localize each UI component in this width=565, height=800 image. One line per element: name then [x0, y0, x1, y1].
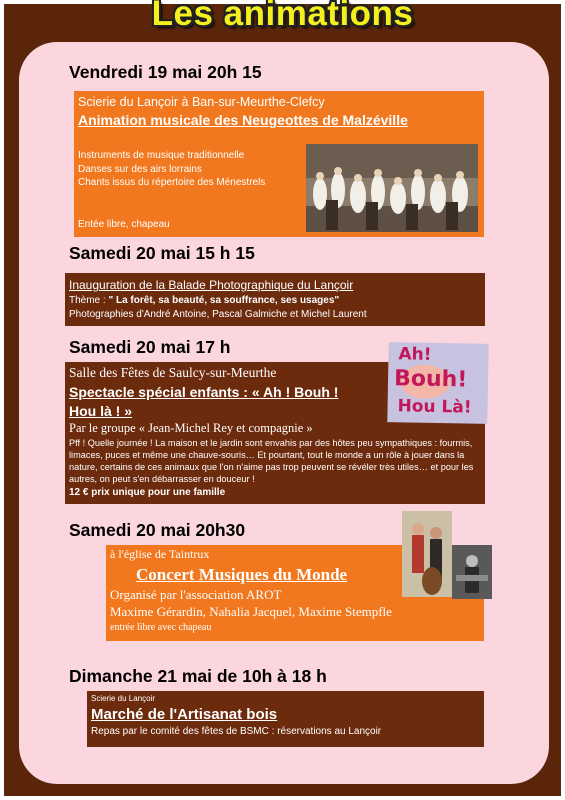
event-3-title-line2[interactable]: Hou là ! »	[69, 403, 133, 419]
event-1-line: Chants issus du répertoire des Ménestrels	[78, 177, 266, 188]
event-4-date: Samedi 20 mai 20h30	[69, 520, 246, 540]
event-1-line: Instruments de musique traditionnelle	[78, 150, 245, 161]
event-4-title[interactable]: Concert Musiques du Monde	[136, 565, 348, 584]
concert-photo-1	[402, 511, 452, 597]
event-5-line: Repas par le comité des fêtes de BSMC : réservations au Lançoir	[91, 726, 382, 737]
concert-photo-1-image	[402, 511, 452, 597]
event-2-box	[65, 273, 485, 326]
event-5-date: Dimanche 21 mai de 10h à 18 h	[69, 666, 327, 686]
logo-word-bouh: Bouh!	[393, 366, 468, 393]
concert-photo-2	[452, 545, 492, 599]
event-2-line: Photographies d'André Antoine, Pascal Galmiche et Michel Laurent	[69, 309, 367, 320]
event-4-place: à l'église de Taintrux	[110, 547, 210, 561]
event-4-footer: entrée libre avec chapeau	[110, 622, 212, 633]
event-5-title[interactable]: Marché de l'Artisanat bois	[91, 706, 278, 723]
event-3-place: Salle des Fêtes de Saulcy-sur-Meurthe	[69, 365, 277, 380]
event-5-box	[87, 691, 484, 747]
event-5-place: Scierie du Lançoir	[91, 694, 156, 703]
event-2-theme	[69, 295, 339, 306]
event-1-footer: Entée libre, chapeau	[78, 219, 170, 230]
ah-bouh-logo	[387, 342, 488, 424]
event-3-price: 12 € prix unique pour une famille	[69, 487, 226, 498]
event-3-description: Pff ! Quelle journée ! La maison et le jardin sont envahis par des hôtes peu sympathiques : fourmis, limaces, puces et même une chauve-souris… Et pourtant, tout le monde a un rôle à jouer dans la nature, certains de ces animaux que l'on n'aime pas trop peuvent se révéler très utiles… et pour les autres, on peut s'en débarrasser en douceur !	[69, 438, 474, 484]
event-2-theme-text: " La forêt, sa beauté, sa souffrance, ses usages"	[108, 295, 340, 306]
event-1-lines	[78, 149, 265, 190]
event-2-theme-prefix: Thème :	[69, 295, 109, 306]
event-3-group: Par le groupe « Jean-Michel Rey et compagnie »	[69, 421, 313, 435]
event-1-box	[74, 91, 484, 237]
concert-photo-2-image	[452, 545, 492, 599]
event-3-date: Samedi 20 mai 17 h	[69, 337, 231, 357]
event-1-date: Vendredi 19 mai 20h 15	[69, 62, 262, 82]
event-3-title-line1[interactable]: Spectacle spécial enfants : « Ah ! Bouh !	[69, 384, 339, 400]
event-1-line: Danses sur des airs lorrains	[78, 163, 202, 175]
logo-word-ah: Ah!	[398, 344, 432, 365]
logo-word-houla: Hou Là!	[397, 396, 472, 418]
event-1-place: Scierie du Lançoir à Ban-sur-Meurthe-Clefcy	[78, 95, 325, 109]
event-2-date: Samedi 20 mai 15 h 15	[69, 243, 255, 263]
event-2-title[interactable]: Inauguration de la Balade Photographique du Lançoir	[69, 278, 354, 292]
musicians-photo-image	[306, 144, 478, 232]
event-1-title[interactable]: Animation musicale des Neugeottes de Malzéville	[78, 112, 408, 128]
musicians-photo	[306, 144, 478, 232]
page-title: Les animations	[151, 0, 414, 33]
event-4-org: Organisé par l'association AROT	[110, 587, 282, 602]
event-4-names: Maxime Gérardin, Nahalia Jacquel, Maxime Stempfle	[110, 604, 392, 619]
